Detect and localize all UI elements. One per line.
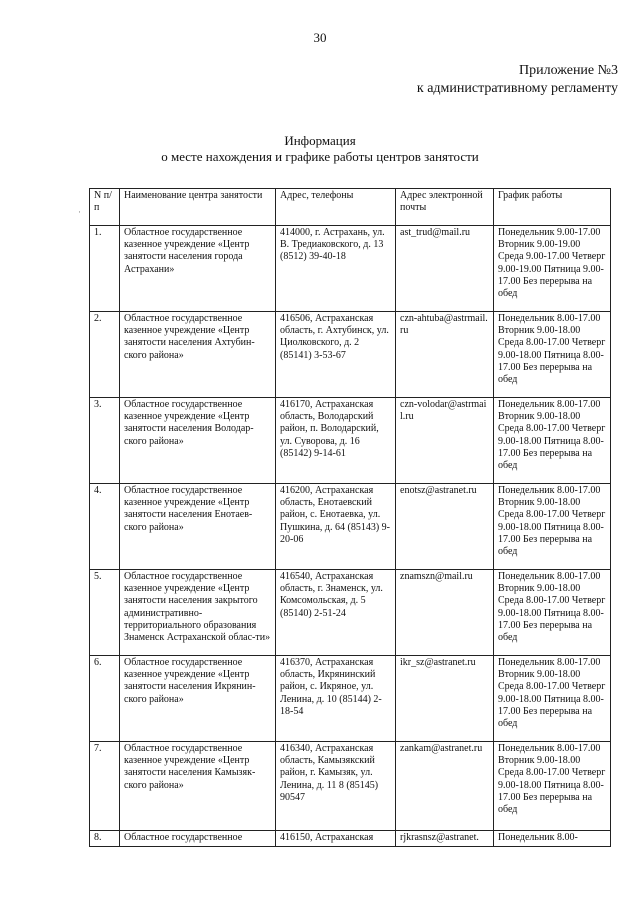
row-number: 4. <box>90 484 120 570</box>
center-email: enotsz@astranet.ru <box>396 484 494 570</box>
center-name: Областное государственное казенное учреждение «Центр занятости населения Ахтубин-ского района» <box>120 312 276 398</box>
center-name: Областное государственное <box>120 831 276 847</box>
row-number: 3. <box>90 398 120 484</box>
row-number: 2. <box>90 312 120 398</box>
center-name: Областное государственное казенное учреждение «Центр занятости населения Енотаев-ского района» <box>120 484 276 570</box>
margin-mark: · <box>78 207 81 217</box>
row-number: 8. <box>90 831 120 847</box>
center-address: 416506, Астраханская область, г. Ахтубинск, ул. Циолковского, д. 2 (85141) 3-53-67 <box>276 312 396 398</box>
center-name: Областное государственное казенное учреждение «Центр занятости населения Камызяк-ского района» <box>120 742 276 831</box>
table-row <box>90 570 611 656</box>
employment-centers-table <box>89 188 611 847</box>
center-address: 416340, Астраханская область, Камызякский район, г. Камызяк, ул. Ленина, д. 11 8 (85145) 90547 <box>276 742 396 831</box>
table-row <box>90 226 611 312</box>
table-row <box>90 484 611 570</box>
appendix-heading <box>417 62 618 98</box>
table-row <box>90 742 611 831</box>
center-email: czn-ahtuba@astrmail.ru <box>396 312 494 398</box>
row-number: 7. <box>90 742 120 831</box>
center-email: ikr_sz@astranet.ru <box>396 656 494 742</box>
center-schedule: Понедельник 8.00-17.00 Вторник 9.00-18.00 Среда 8.00-17.00 Четверг 9.00-18.00 Пятница 8.00-17.00 Без перерыва на обед <box>494 484 611 570</box>
header-number: N п/п <box>90 189 120 226</box>
center-name: Областное государственное казенное учреждение «Центр занятости населения города Астрахани» <box>120 226 276 312</box>
center-schedule: Понедельник 8.00- <box>494 831 611 847</box>
appendix-title: Приложение №3 <box>519 63 618 78</box>
table-row <box>90 831 611 847</box>
header-schedule: График работы <box>494 189 611 226</box>
center-email: czn-volodar@astrmail.ru <box>396 398 494 484</box>
center-email: ast_trud@mail.ru <box>396 226 494 312</box>
center-email: zankam@astranet.ru <box>396 742 494 831</box>
center-address: 416370, Астраханская область, Икрянинский район, с. Икряное, ул. Ленина, д. 10 (85144) 2-18-54 <box>276 656 396 742</box>
center-address: 416170, Астраханская область, Володарский район, п. Володарский, ул. Суворова, д. 16 (85142) 9-14-61 <box>276 398 396 484</box>
document-heading <box>0 133 640 165</box>
table-row <box>90 656 611 742</box>
center-schedule: Понедельник 8.00-17.00 Вторник 9.00-18.00 Среда 8.00-17.00 Четверг 9.00-18.00 Пятница 8.00-17.00 Без перерыва на обед <box>494 570 611 656</box>
appendix-subtitle: к административному регламенту <box>416 81 618 96</box>
document-subtitle: о месте нахождения и графике работы центров занятости <box>161 149 479 164</box>
table-header-row <box>90 189 611 226</box>
table-row <box>90 312 611 398</box>
center-email: znamszn@mail.ru <box>396 570 494 656</box>
header-name: Наименование центра занятости <box>120 189 276 226</box>
center-schedule: Понедельник 8.00-17.00 Вторник 9.00-18.00 Среда 8.00-17.00 Четверг 9.00-18.00 Пятница 8.00-17.00 Без перерыва на обед <box>494 742 611 831</box>
table-row <box>90 398 611 484</box>
center-address: 416540, Астраханская область, г. Знаменск, ул. Комсомольская, д. 5 (85140) 2-51-24 <box>276 570 396 656</box>
center-email: rjkrasnsz@astranet. <box>396 831 494 847</box>
center-address: 416200, Астраханская область, Енотаевский район, с. Енотаевка, ул. Пушкина, д. 64 (85143) 9-20-06 <box>276 484 396 570</box>
center-schedule: Понедельник 8.00-17.00 Вторник 9.00-18.00 Среда 8.00-17.00 Четверг 9.00-18.00 Пятница 8.00-17.00 Без перерыва на обед <box>494 398 611 484</box>
center-name: Областное государственное казенное учреждение «Центр занятости населения закрытого административно-территориального образования Знаменск Астраханской облас-ти» <box>120 570 276 656</box>
header-email: Адрес электронной почты <box>396 189 494 226</box>
center-schedule: Понедельник 8.00-17.00 Вторник 9.00-18.00 Среда 8.00-17.00 Четверг 9.00-18.00 Пятница 8.00-17.00 Без перерыва на обед <box>494 312 611 398</box>
center-name: Областное государственное казенное учреждение «Центр занятости населения Володар-ского района» <box>120 398 276 484</box>
center-address: 416150, Астраханская <box>276 831 396 847</box>
row-number: 1. <box>90 226 120 312</box>
center-address: 414000, г. Астрахань, ул. В. Тредиаковского, д. 13 (8512) 39-40-18 <box>276 226 396 312</box>
header-address: Адрес, телефоны <box>276 189 396 226</box>
row-number: 5. <box>90 570 120 656</box>
center-name: Областное государственное казенное учреждение «Центр занятости населения Икрянин-ского района» <box>120 656 276 742</box>
document-title: Информация <box>284 133 356 148</box>
center-schedule: Понедельник 9.00-17.00 Вторник 9.00-19.00 Среда 9.00-17.00 Четверг 9.00-19.00 Пятница 9.00-17.00 Без перерыва на обед <box>494 226 611 312</box>
page-number: 30 <box>313 30 327 45</box>
row-number: 6. <box>90 656 120 742</box>
center-schedule: Понедельник 8.00-17.00 Вторник 9.00-18.00 Среда 8.00-17.00 Четверг 9.00-18.00 Пятница 8.00-17.00 Без перерыва на обед <box>494 656 611 742</box>
